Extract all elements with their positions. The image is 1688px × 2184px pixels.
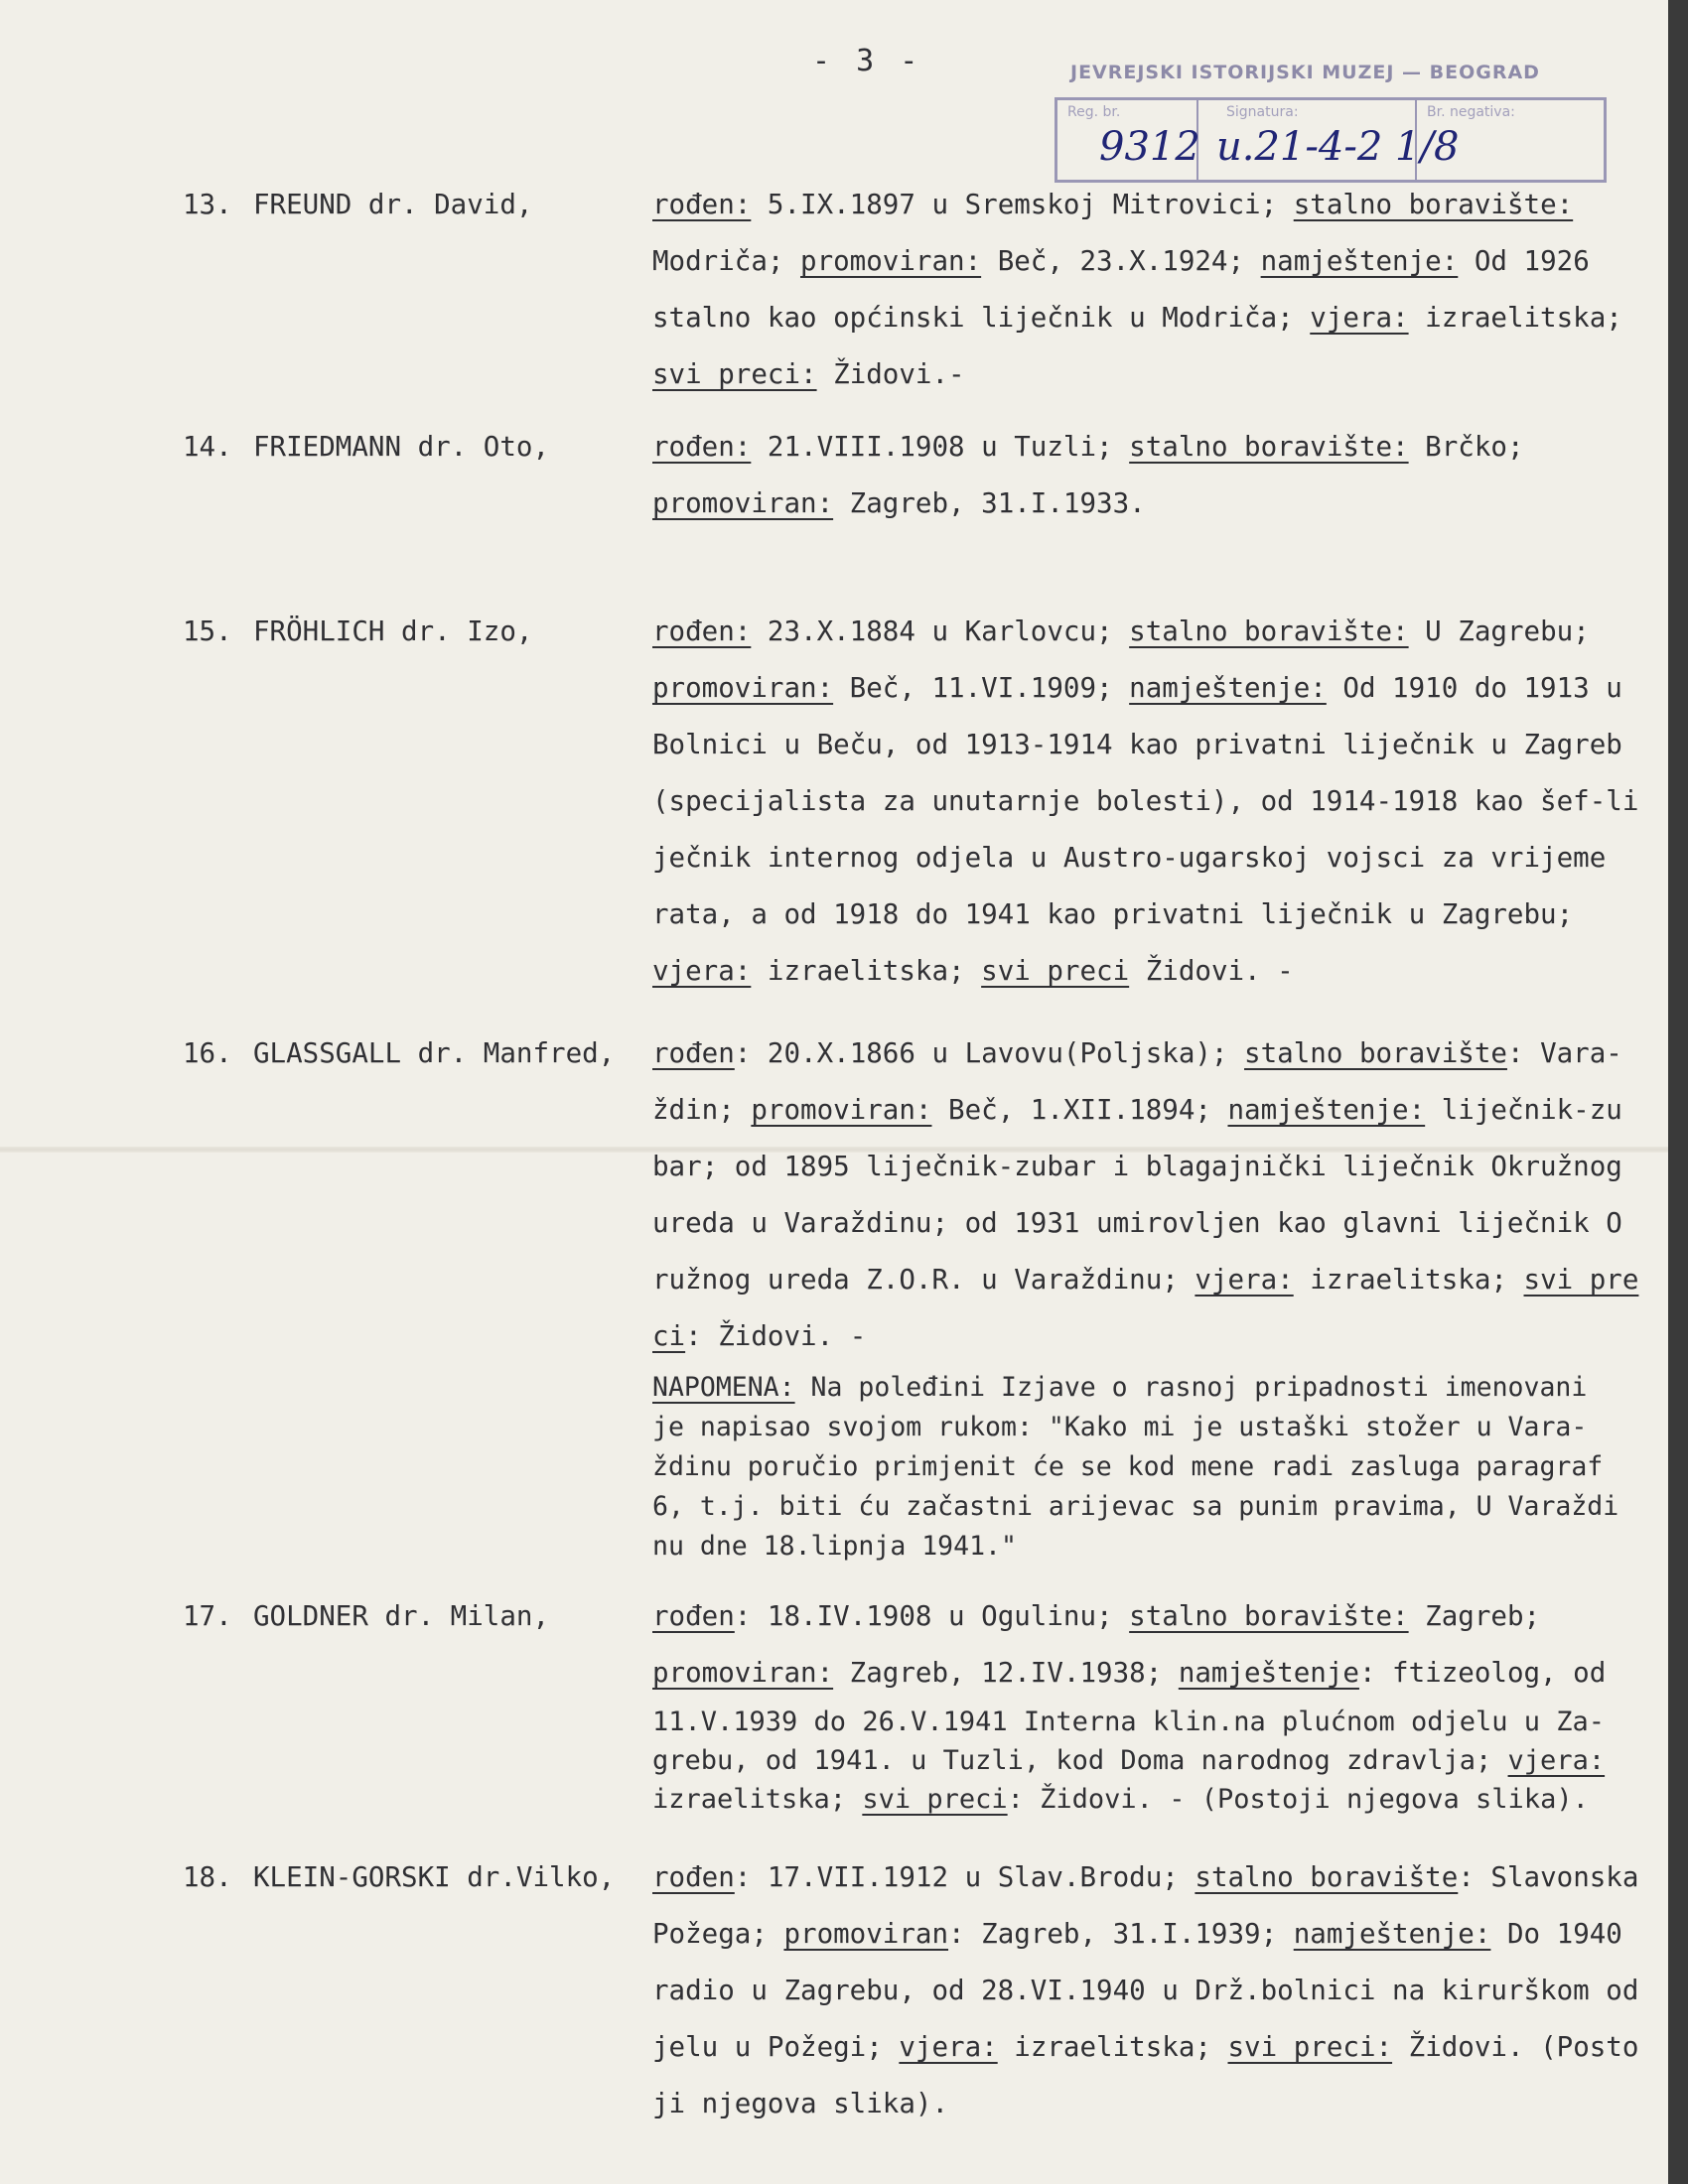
field-text: Beč, 23.X.1924; xyxy=(981,245,1261,277)
field-label: stalno boravište: xyxy=(1293,189,1574,220)
field-text: : 20.X.1866 u Lavovu(Poljska); xyxy=(734,1037,1245,1069)
field-label: vjera: xyxy=(652,955,752,987)
field-label: ci xyxy=(652,1320,686,1352)
field-text: : ftizeolog, od xyxy=(1358,1657,1607,1689)
field-label: namještenje: xyxy=(1227,1094,1426,1126)
text-line xyxy=(652,1588,1668,1645)
field-text: Od 1910 do 1913 u xyxy=(1326,672,1622,704)
field-text: Beč, 11.VI.1909; xyxy=(833,672,1130,704)
text-line xyxy=(652,1368,1668,1408)
field-text: Na poleđini Izjave o rasnoj pripadnosti imenovani xyxy=(794,1372,1588,1403)
text-line xyxy=(652,419,1668,476)
field-text: izraelitska; xyxy=(1408,302,1622,334)
text-line xyxy=(652,1906,1668,1963)
text-line xyxy=(652,773,1668,830)
page-number: - 3 - xyxy=(812,44,922,78)
field-label: rođen xyxy=(652,1600,735,1632)
field-label: stalno boravište: xyxy=(1129,615,1409,647)
stamp-negative-label: Br. negativa: xyxy=(1427,104,1515,120)
field-label: rođen xyxy=(652,1861,735,1893)
text-line xyxy=(652,660,1668,717)
field-text: rata, a od 1918 do 1941 kao privatni liječnik u Zagrebu; xyxy=(652,898,1574,930)
doctor-name: FRIEDMANN dr. Oto, xyxy=(253,431,550,463)
field-text: Židovi. (Posto xyxy=(1392,2031,1639,2063)
field-text: ji njegova slika). xyxy=(652,2088,949,2119)
text-line xyxy=(652,1447,1668,1487)
text-line xyxy=(652,1195,1668,1252)
field-label: namještenje: xyxy=(1260,245,1459,277)
field-label: rođen: xyxy=(652,615,752,647)
text-line xyxy=(652,1082,1668,1139)
field-text: je napisao svojom rukom: "Kako mi je ustaški stožer u Vara- xyxy=(652,1412,1588,1442)
field-text: Zagreb, 12.IV.1938; xyxy=(833,1657,1179,1689)
field-text: U Zagrebu; xyxy=(1408,615,1590,647)
field-text: 21.VIII.1908 u Tuzli; xyxy=(751,431,1130,463)
entry-number: 17. xyxy=(183,1600,232,1632)
field-text: 23.X.1884 u Karlovcu; xyxy=(751,615,1130,647)
field-text: izraelitska; xyxy=(1293,1264,1524,1296)
field-label: svi preci xyxy=(981,955,1130,987)
text-line xyxy=(652,1741,1668,1780)
entry-details xyxy=(652,604,1668,1000)
field-text: grebu, od 1941. u Tuzli, kod Doma narodnog zdravlja; xyxy=(652,1745,1508,1776)
field-text: Od 1926 xyxy=(1458,245,1590,277)
stamp-signature-value: u.21-4-2 1/8 xyxy=(1216,124,1460,170)
entry-number: 18. xyxy=(183,1861,232,1893)
field-text: nu dne 18.lipnja 1941." xyxy=(652,1531,1017,1562)
scan-edge xyxy=(1668,0,1688,2184)
doctor-name: KLEIN-GORSKI dr.Vilko, xyxy=(253,1861,616,1893)
field-text: jelu u Požegi; xyxy=(652,2031,900,2063)
field-text: Brčko; xyxy=(1408,431,1524,463)
field-text: izraelitska; xyxy=(652,1784,863,1815)
text-line xyxy=(652,1252,1668,1308)
field-text: liječnik-zu xyxy=(1425,1094,1622,1126)
text-line xyxy=(652,1849,1668,1906)
field-label: rođen: xyxy=(652,189,752,220)
text-line xyxy=(652,346,1668,403)
field-text: radio u Zagrebu, od 28.VI.1940 u Drž.bolnici na kirurškom od xyxy=(652,1975,1639,2006)
doctor-name: GLASSGALL dr. Manfred, xyxy=(253,1037,616,1069)
text-line xyxy=(652,717,1668,773)
field-label: vjera: xyxy=(1310,302,1409,334)
doctor-name: GOLDNER dr. Milan, xyxy=(253,1600,550,1632)
entry-number: 16. xyxy=(183,1037,232,1069)
field-text: ureda u Varaždinu; od 1931 umirovljen kao glavni liječnik O xyxy=(652,1207,1622,1239)
text-line xyxy=(652,887,1668,943)
field-text: 11.V.1939 do 26.V.1941 Interna klin.na plućnom odjelu u Za- xyxy=(652,1706,1606,1737)
field-text: : Slavonska xyxy=(1458,1861,1639,1893)
field-text: : 17.VII.1912 u Slav.Brodu; xyxy=(734,1861,1196,1893)
entry-details xyxy=(652,1588,1668,1702)
text-line xyxy=(652,233,1668,290)
text-line xyxy=(652,943,1668,1000)
field-text: Židovi.- xyxy=(816,358,965,390)
stamp-reg-number: 9312 xyxy=(1099,124,1200,170)
field-text: izraelitska; xyxy=(751,955,982,987)
field-text: Beč, 1.XII.1894; xyxy=(931,1094,1228,1126)
field-label: promoviran: xyxy=(652,672,834,704)
field-label: stalno boravište: xyxy=(1129,1600,1409,1632)
museum-stamp xyxy=(1055,97,1607,183)
text-line xyxy=(652,1780,1668,1819)
doctor-name: FRÖHLICH dr. Izo, xyxy=(253,615,533,647)
field-text: ječnik internog odjela u Austro-ugarskoj vojsci za vrijeme xyxy=(652,842,1607,874)
entry-details xyxy=(652,1849,1668,2132)
text-line xyxy=(652,830,1668,887)
text-line xyxy=(652,290,1668,346)
field-text: bar; od 1895 liječnik-zubar i blagajnički liječnik Okružnog xyxy=(652,1151,1622,1182)
field-label: namještenje: xyxy=(1129,672,1327,704)
field-text: 5.IX.1897 u Sremskoj Mitrovici; xyxy=(751,189,1294,220)
text-line xyxy=(652,2076,1668,2132)
field-text: ždinu poručio primjenit će se kod mene radi zasluga paragraf xyxy=(652,1451,1604,1482)
field-label: stalno boravište xyxy=(1195,1861,1459,1893)
field-text: : Židovi. - xyxy=(685,1320,867,1352)
field-label: svi preci: xyxy=(1227,2031,1393,2063)
museum-stamp-title: JEVREJSKI ISTORIJSKI MUZEJ — BEOGRAD xyxy=(1070,62,1540,83)
field-label: svi preci: xyxy=(652,358,817,390)
field-text: stalno kao općinski liječnik u Modriča; xyxy=(652,302,1311,334)
field-label: promoviran: xyxy=(652,1657,834,1689)
text-line xyxy=(652,177,1668,233)
field-text: : Židovi. - (Postoji njegova slika). xyxy=(1007,1784,1589,1815)
stamp-signature-label: Signatura: xyxy=(1226,104,1299,120)
field-label: svi preci xyxy=(862,1784,1008,1815)
entry-note xyxy=(652,1368,1668,1567)
field-text: : 18.IV.1908 u Ogulinu; xyxy=(734,1600,1130,1632)
field-text: Modriča; xyxy=(652,245,801,277)
field-label: promoviran xyxy=(783,1918,949,1950)
field-text: Bolnici u Beču, od 1913-1914 kao privatni liječnik u Zagreb xyxy=(652,729,1622,760)
entry-number: 15. xyxy=(183,615,232,647)
text-line xyxy=(652,476,1668,532)
field-text: : Vara- xyxy=(1506,1037,1622,1069)
field-text: Zagreb; xyxy=(1408,1600,1541,1632)
text-line xyxy=(652,1963,1668,2019)
field-label: NAPOMENA: xyxy=(652,1372,795,1403)
entry-details-continued xyxy=(652,1703,1668,1819)
text-line xyxy=(652,1025,1668,1082)
entry-number: 13. xyxy=(183,189,232,220)
text-line xyxy=(652,1139,1668,1195)
text-line xyxy=(652,1408,1668,1447)
text-line xyxy=(652,1645,1668,1702)
field-text: ružnog ureda Z.O.R. u Varaždinu; xyxy=(652,1264,1196,1296)
text-line xyxy=(652,1527,1668,1567)
text-line xyxy=(652,604,1668,660)
field-label: svi pre xyxy=(1523,1264,1639,1296)
field-label: namještenje xyxy=(1178,1657,1359,1689)
entry-details xyxy=(652,177,1668,403)
field-text: izraelitska; xyxy=(997,2031,1228,2063)
text-line xyxy=(652,1308,1668,1365)
field-text: Do 1940 xyxy=(1490,1918,1622,1950)
field-label: vjera: xyxy=(899,2031,998,2063)
field-label: stalno boravište: xyxy=(1129,431,1409,463)
text-line xyxy=(652,2019,1668,2076)
field-label: vjera: xyxy=(1195,1264,1294,1296)
field-label: promoviran: xyxy=(652,487,834,519)
text-line xyxy=(652,1487,1668,1527)
field-label: promoviran: xyxy=(800,245,982,277)
field-label: stalno boravište xyxy=(1244,1037,1507,1069)
field-label: vjera: xyxy=(1507,1745,1606,1776)
field-text: Zagreb, 31.I.1933. xyxy=(833,487,1146,519)
doctor-name: FREUND dr. David, xyxy=(253,189,533,220)
field-text: Požega; xyxy=(652,1918,784,1950)
field-text: : Zagreb, 31.I.1939; xyxy=(948,1918,1294,1950)
field-text: 6, t.j. biti ću začastni arijevac sa punim pravima, U Varaždi xyxy=(652,1491,1619,1522)
field-text: (specijalista za unutarnje bolesti), od 1914-1918 kao šef-li xyxy=(652,785,1639,817)
field-text: Židovi. - xyxy=(1129,955,1294,987)
field-label: namještenje: xyxy=(1293,1918,1491,1950)
field-label: rođen: xyxy=(652,431,752,463)
entry-details xyxy=(652,1025,1668,1365)
field-text: ždin; xyxy=(652,1094,752,1126)
entry-details xyxy=(652,419,1668,532)
field-label: promoviran: xyxy=(751,1094,932,1126)
text-line xyxy=(652,1703,1668,1741)
stamp-reg-label: Reg. br. xyxy=(1067,104,1121,120)
entry-number: 14. xyxy=(183,431,232,463)
field-label: rođen xyxy=(652,1037,735,1069)
